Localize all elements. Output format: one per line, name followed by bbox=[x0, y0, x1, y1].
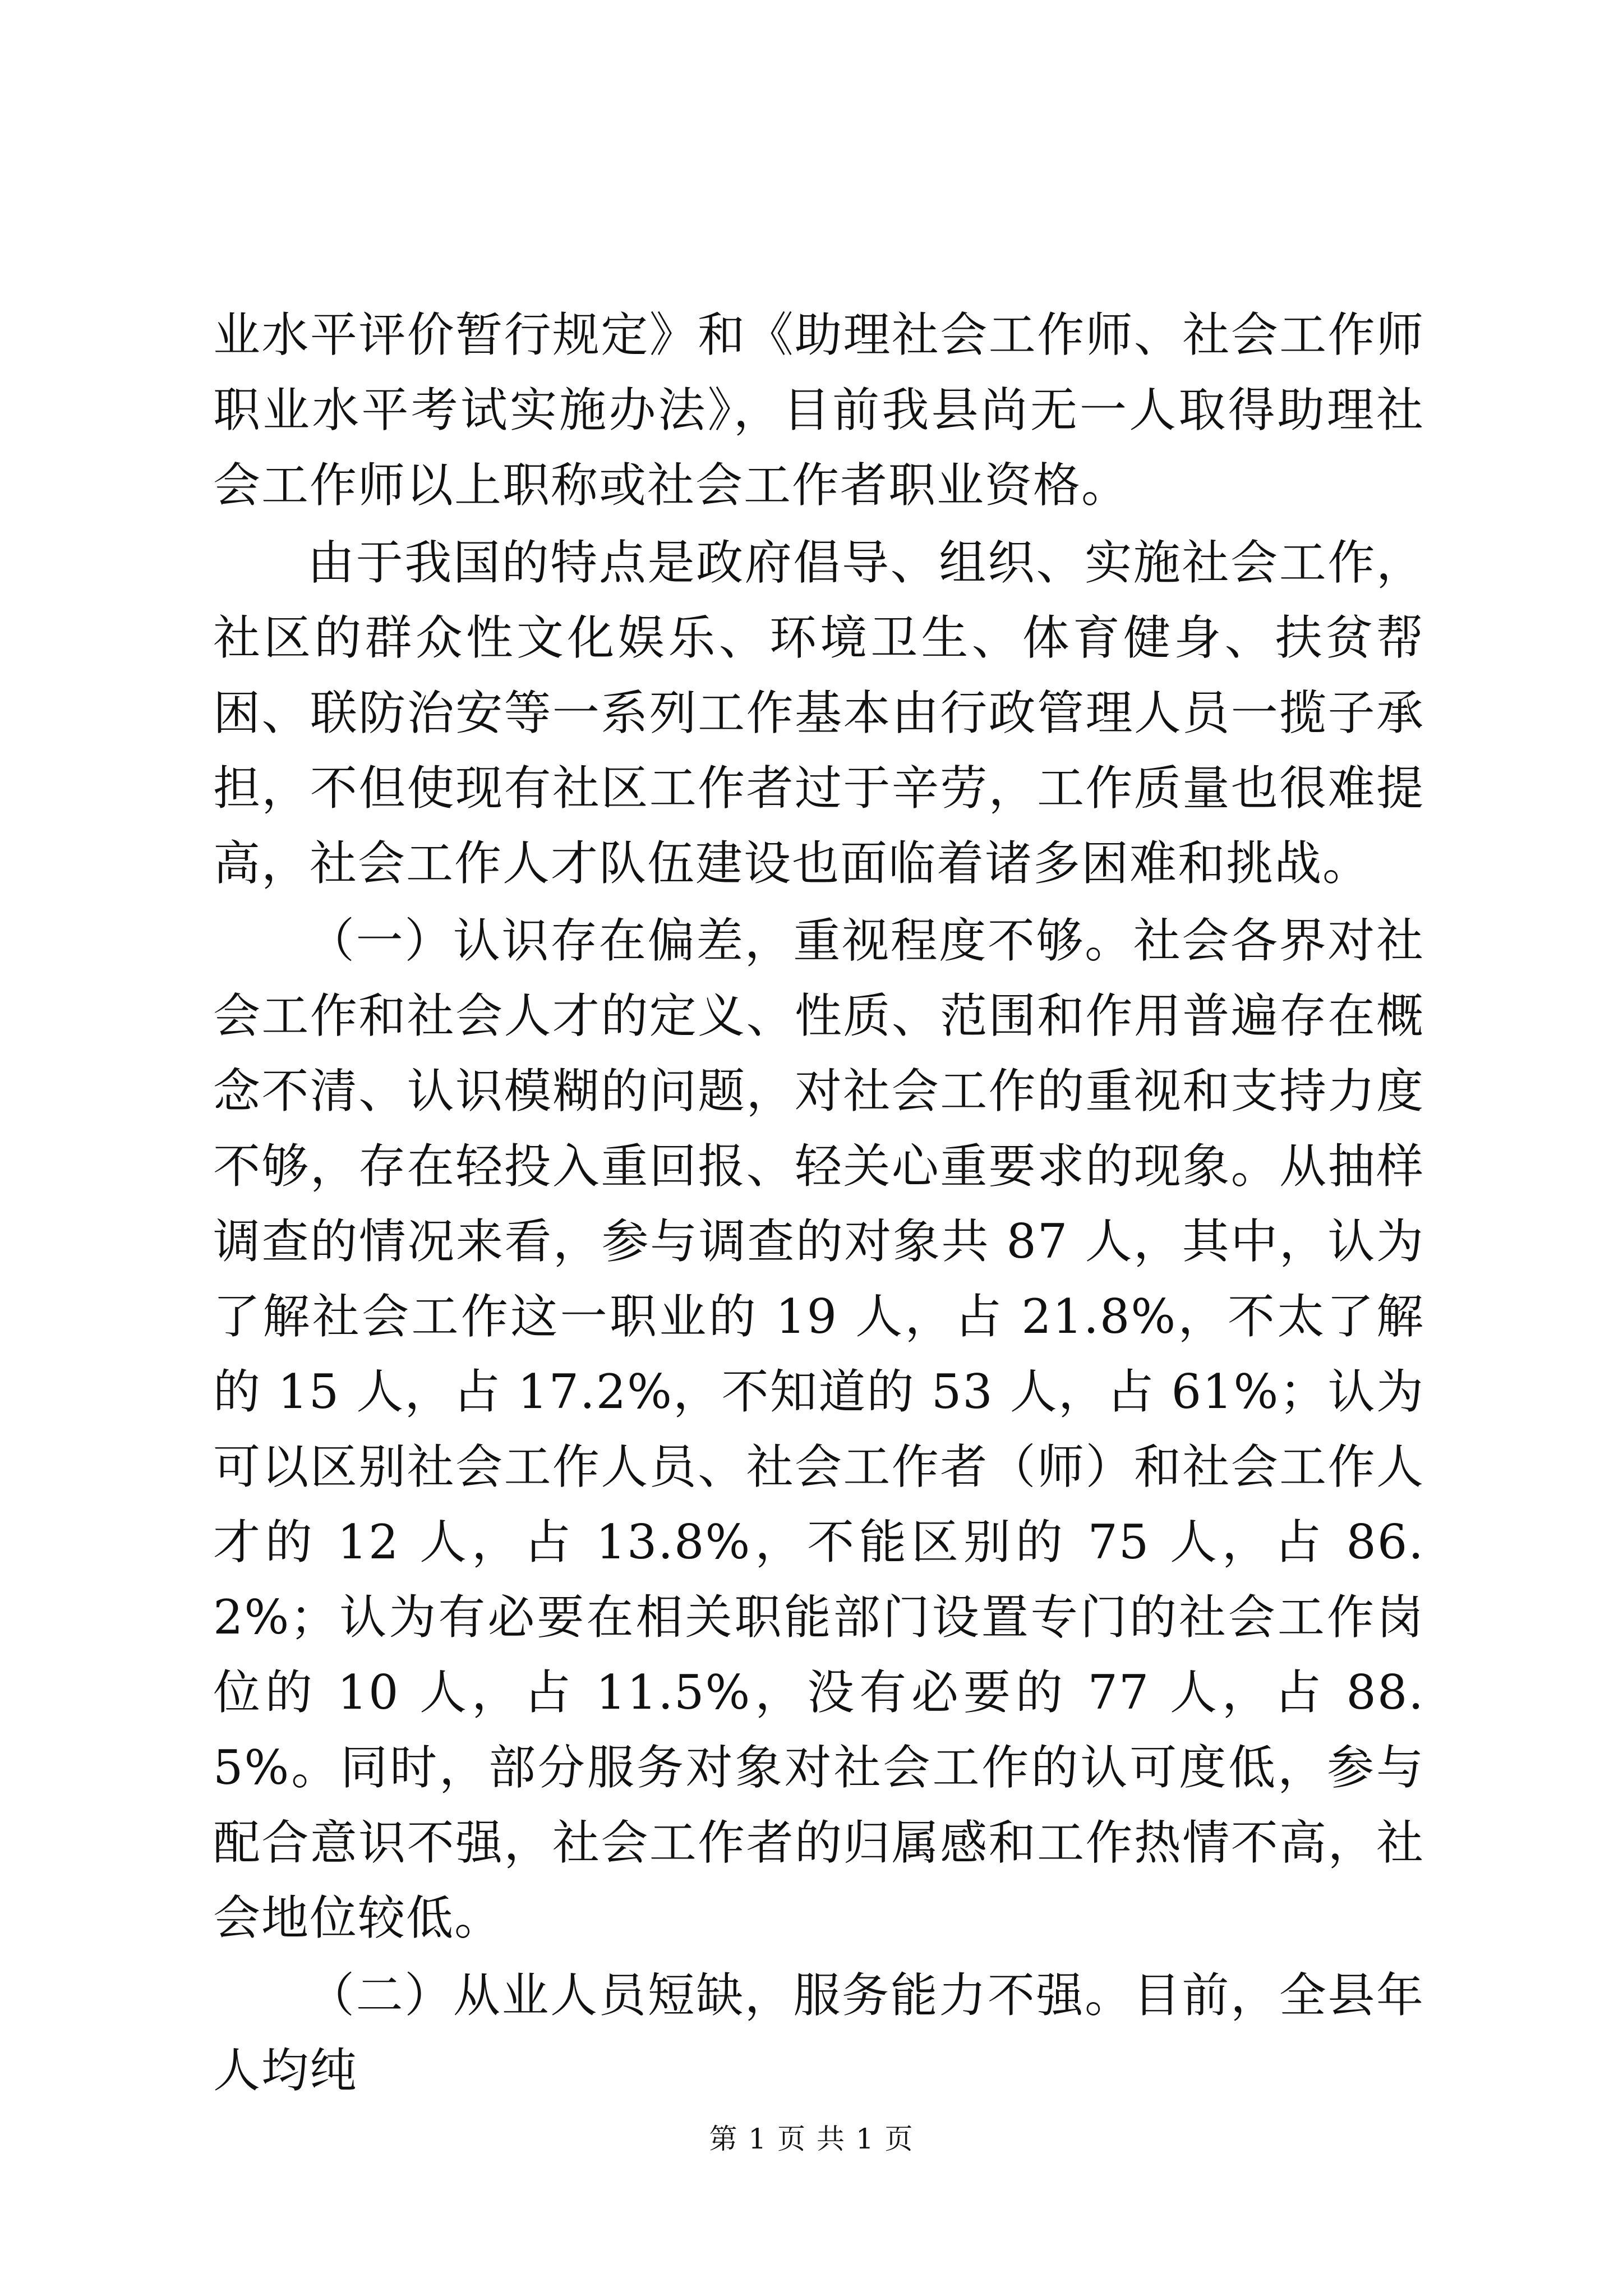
page-footer: 第 1 页 共 1 页 bbox=[709, 2123, 914, 2155]
paragraph-challenges-intro: 由于我国的特点是政府倡导、组织、实施社会工作，社区的群众性文化娱乐、环境卫生、体育健身、扶贫帮困、联防治安等一系列工作基本由行政管理人员一揽子承担，不但使现有社区工作者过于辛劳，工作质量也很难提高，社会工作人才队伍建设也面临着诸多困难和挑战。 bbox=[213, 535, 1424, 891]
paragraph-section-one: （一）认识存在偏差，重视程度不够。社会各界对社会工作和社会人才的定义、性质、范围和作用普遍存在概念不清、认识模糊的问题，对社会工作的重视和支持力度不够，存在轻投入重回报、轻关心重要求的现象。从抽样调查的情况来看，参与调查的对象共 87 人，其中，认为了解社会工作这一职业的 19 人，占 21.8%，不太了解的 15 人，占 17.2%，不知道的 53 人，占 61%；认为可以区别社会工作人员、社会工作者（师）和社会工作人才的 12 人，占 13.8%，不能区别的 75 人，占 86.2%；认为有必要在相关职能部门设置专门的社会工作岗位的 10 人，占 11.5%，没有必要的 77 人，占 88.5%。同时，部分服务对象对社会工作的认可度低，参与配合意识不强，社会工作者的归属感和工作热情不高，社会地位较低。 bbox=[213, 913, 1424, 1945]
paragraph-continuation: 业水平评价暂行规定》和《助理社会工作师、社会工作师职业水平考试实施办法》，目前我县尚无一人取得助理社会工作师以上职称或社会工作者职业资格。 bbox=[213, 307, 1424, 513]
paragraph-section-two: （二）从业人员短缺，服务能力不强。目前，全县年人均纯 bbox=[213, 1968, 1424, 2098]
document-body bbox=[213, 297, 1424, 2108]
